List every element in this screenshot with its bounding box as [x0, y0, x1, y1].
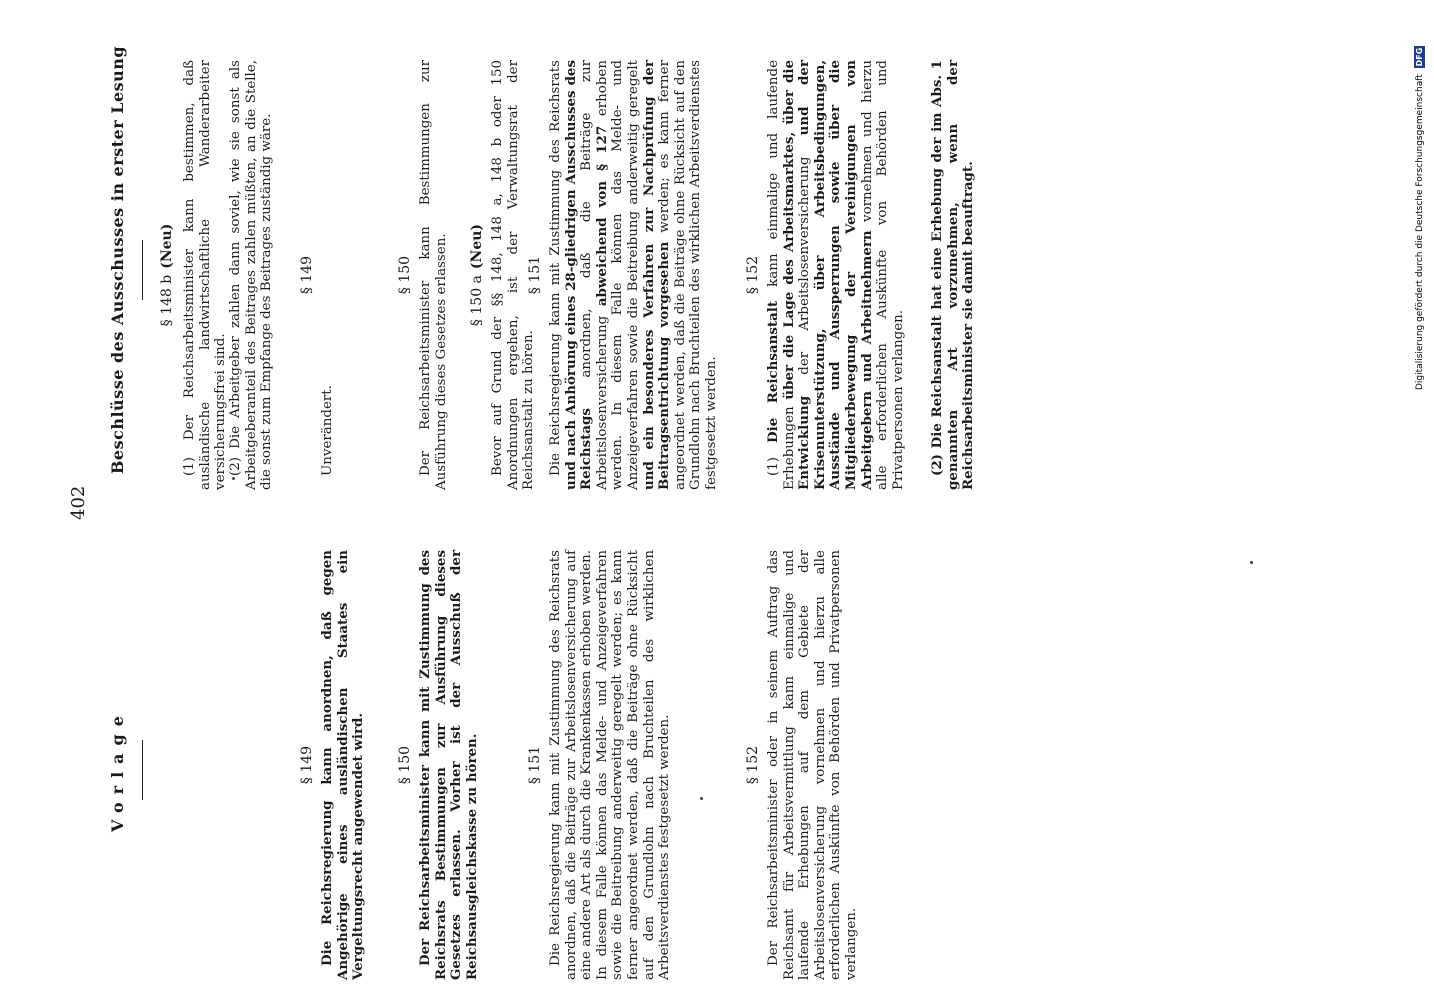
right-s150a-number: § 150 a — [469, 275, 485, 327]
right-s148b-neu: (Neu) — [159, 223, 175, 269]
right-s152-title: § 152 — [745, 255, 761, 295]
right-s152-f: und der Krisenunterstützung, über Arbeitsbedingungen, Ausstände und Aussperrungen sowie über die Mitgliederbewegung der Vereinigungen von Arbeitgebern und Arbeitnehmern — [796, 60, 875, 490]
right-s152-g: vornehmen und hierzu alle erforderlichen Auskünfte von Behörden und Privatpersonen verlangen. — [859, 60, 906, 490]
right-s152-p1 — [766, 60, 906, 490]
left-s151-title: § 151 — [527, 745, 543, 785]
right-s150a-neu: (Neu) — [469, 223, 485, 270]
right-s152-a: (1) — [766, 457, 781, 476]
left-s149-title: § 149 — [299, 745, 315, 785]
right-s152-p2-num: (2) — [929, 454, 945, 476]
right-column-header: Beschlüsse des Ausschusses in erster Lesung — [108, 45, 127, 475]
right-header-rule — [142, 240, 143, 300]
left-s150-text: Der Reichsarbeitsminister kann mit Zustimmung des Reichsrats Bestimmungen zur Ausführung dieses Gesetzes erlassen. Vorher ist der Ausschuß der Reichsausgleichskasse zu hören. — [417, 550, 480, 980]
scan-speck — [232, 477, 235, 480]
scan-speck — [700, 797, 703, 800]
right-s151-d: abweichend von § 127 — [593, 125, 610, 307]
right-s152-c: kann einmalige und laufende Erhebungen — [766, 59, 797, 490]
right-s148b-number: § 148 b — [159, 274, 175, 327]
left-column-header: Vorlage — [108, 708, 127, 832]
right-s152-d: über die Lage des Arbeitsmarktes, über die Entwicklung — [780, 60, 813, 490]
left-header-rule — [142, 740, 143, 800]
right-s150a-text: Bevor auf Grund der §§ 148, 148 a, 148 b oder 150 Anordnungen ergehen, ist der Verwaltungsrat der Reichsanstalt zu hören. — [490, 60, 537, 490]
right-s151-title: § 151 — [527, 255, 543, 295]
right-s152-p2 — [930, 60, 977, 490]
right-s149-text: Unverändert. — [320, 385, 335, 476]
right-s150-text: Der Reichsarbeitsminister kann Bestimmungen zur Ausführung dieses Gesetzes erlassen. — [418, 60, 449, 490]
right-s151-a: Die Reichsregierung kann mit Zustimmung des Reichsrats — [548, 60, 563, 476]
scan-speck — [1250, 561, 1253, 564]
right-s150-title: § 150 — [397, 255, 413, 295]
right-s149-title: § 149 — [299, 255, 315, 295]
right-s151-text — [548, 60, 720, 490]
right-s151-e: erhoben werden. In diesem Falle können das Melde- und Anzeigeverfahren sowie die Beitreibung anderweitig geregelt — [594, 60, 641, 490]
right-s151-f: und ein besonderes Verfahren zur Nachprüfung der Beitragsentrichtung vorgesehen — [640, 60, 673, 490]
right-s151-c: anordnen, daß die Beiträge zur Arbeitslosenversicherung — [579, 60, 610, 490]
right-s148b-title — [160, 60, 176, 490]
right-s152-e: der Arbeitslosenversicherung — [797, 156, 813, 375]
left-s149-text: Die Reichsregierung kann anordnen, daß gegen Angehörige eines ausländischen Staates ein Vergeltungsrecht angewendet wird. — [319, 550, 367, 980]
left-s151-text: Die Reichsregierung kann mit Zustimmung des Reichsrats anordnen, daß die Beiträge zur Arbeitslosenversicherung auf eine andere Art als durch die Krankenkassen erhoben werden. In diesem Falle können das Melde- und Anzeigeverfahren sowie die Beitreibung anderweitig geregelt werden; es kann ferner angeordnet werden, daß die Beiträge ohne Rücksicht auf den Grundlohn nach Bruchteilen des wirklichen Arbeitsverdienstes festgesetzt werden. — [548, 550, 673, 980]
right-s151-g: werden; es kann ferner angeordnet werden, daß die Beiträge ohne Rücksicht auf den Grundlohn nach Bruchteilen des wirklichen Arbeitsverdienstes festgesetzt werden. — [657, 60, 719, 490]
right-s148b-p1: (1) Der Reichsarbeitsminister kann bestimmen, daß ausländische landwirtschaftliche Wanderarbeiter versicherungsfrei sind. — [182, 60, 229, 490]
page-number: 402 — [68, 485, 89, 520]
right-s150a-title — [470, 60, 486, 490]
dfg-note-text: Digitalisierung gefördert durch die Deutsche Forschungsgemeinschaft — [1415, 74, 1425, 390]
right-s148b-p2: (2) Die Arbeitgeber zahlen dann soviel, wie sie sonst als Arbeitgeberanteil des Beitrages zahlen müßten, an die Stelle, die sonst zum Empfange des Beitrages zuständig wäre. — [228, 60, 275, 490]
right-s152-b: Die Reichsanstalt — [765, 300, 781, 443]
right-s151-b: und nach Anhörung eines 28-gliedrigen Ausschusses des Reichstags — [562, 60, 595, 490]
left-s152-text: Der Reichsarbeitsminister oder in seinem Auftrag das Reichsamt für Arbeitsvermittlung kann einmalige und laufende Erhebungen auf dem Gebiete der Arbeitslosenversicherung vornehmen und hierzu alle erforderlichen Auskünfte von Behörden und Privatpersonen verlangen. — [766, 550, 859, 980]
dfg-funding-note — [1414, 46, 1425, 390]
left-s152-title: § 152 — [745, 745, 761, 785]
right-s152-p2-text: Die Reichsanstalt hat eine Erhebung der im Abs. 1 genannten Art vorzunehmen, wenn der Reichsarbeitsminister sie damit beauftragt. — [929, 60, 977, 490]
dfg-logo: DFG — [1415, 47, 1424, 67]
left-s150-title: § 150 — [397, 745, 413, 785]
